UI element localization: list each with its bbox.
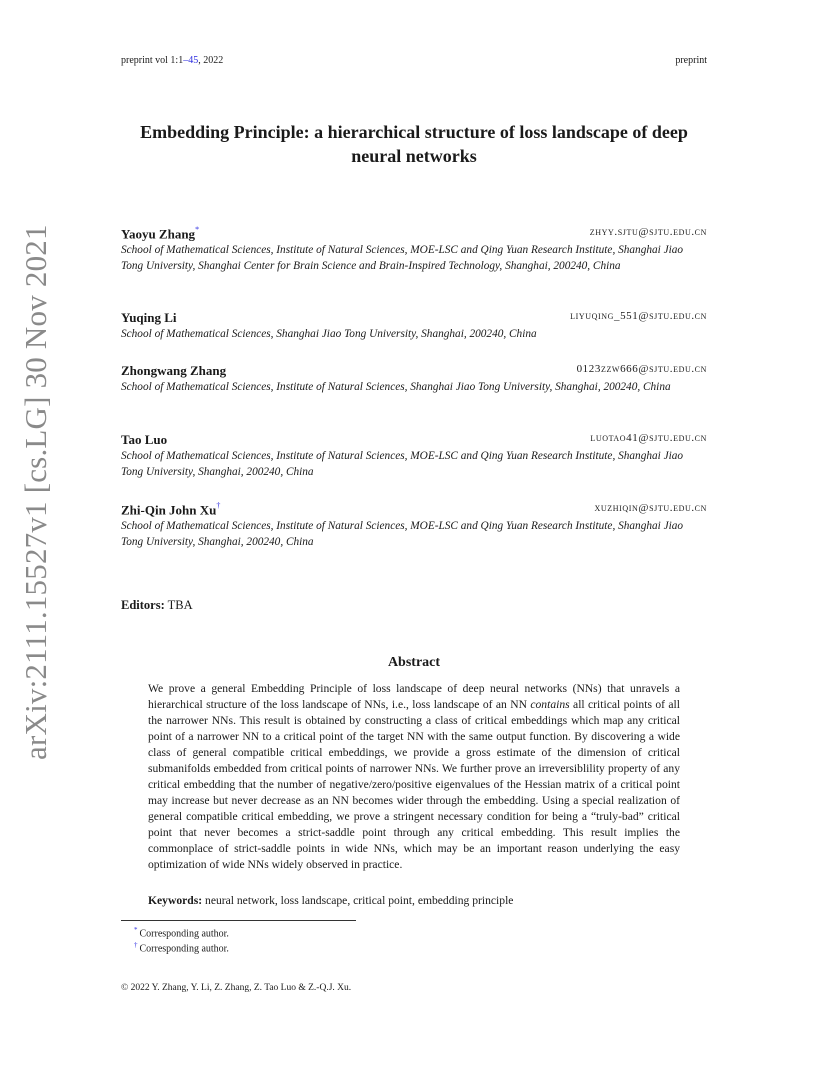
header-year: , 2022 <box>198 55 224 66</box>
author-name: Yaoyu Zhang <box>121 226 196 242</box>
paper-title: Embedding Principle: a hierarchical structure of loss landscape of deep neural networks <box>140 122 688 166</box>
abstract-text-part: We prove a general Embedding Principle of loss landscape of deep neural networks (NNs) that unravels a hierarchical structure of the loss landscape of NNs, i.e., loss landscape of an NN <box>148 682 680 711</box>
header-pages-link[interactable]: –45 <box>183 55 199 66</box>
author-footnote-mark[interactable]: † <box>216 501 221 510</box>
author-affiliation: School of Mathematical Sciences, Institute of Natural Sciences, MOE-LSC and Qing Yuan Research Institute, Shanghai Jiao Tong University, Shanghai, 200240, China <box>121 520 684 549</box>
abstract-emphasis: contains <box>530 698 570 711</box>
author-email: liyuqing_551@sjtu.edu.cn <box>570 310 707 322</box>
header-volume: preprint vol 1:1 <box>121 55 184 66</box>
author-email: xuzhiqin@sjtu.edu.cn <box>594 502 707 514</box>
keywords-label: Keywords: <box>148 894 203 907</box>
editors-line <box>121 598 193 613</box>
author-email: 0123zzw666@sjtu.edu.cn <box>576 363 707 375</box>
abstract-heading: Abstract <box>387 655 441 670</box>
footnote <box>134 926 229 939</box>
abstract-body <box>148 681 680 873</box>
running-header-right: preprint <box>675 55 707 66</box>
author-block <box>121 501 707 550</box>
author-block <box>121 225 707 274</box>
footnote <box>134 941 229 954</box>
footnote-divider <box>121 920 356 921</box>
footnote-text: Corresponding author. <box>139 928 229 940</box>
author-affiliation: School of Mathematical Sciences, Institute of Natural Sciences, MOE-LSC and Qing Yuan Research Institute, Shanghai Jiao Tong University, Shanghai, 200240, China <box>121 450 684 479</box>
author-block <box>121 309 707 342</box>
author-name: Zhi-Qin John Xu <box>121 502 217 518</box>
abstract-text-part: all critical points of all the narrower NNs. This result is obtained by constructing a class of critical embeddings which map any critical point of a narrower NN to a critical point of the target NN with the same output function. By discovering a wide class of general compatible critical embeddings, we provide a gross estimate of the dimension of critical submanifolds embedded from critical points of narrower NNs. We further prove an irreversiblility property of any critical embedding that the number of negative/zero/positive eigenvalues of the Hessian matrix of a critical point may increase but never decrease as an NN becomes wider through the embedding. Using a special realization of general compatible critical embedding, we prove a stringent necessary condition for being a “truly-bad” critical point that never becomes a strict-saddle point through any critical embedding. This result implies the commonplace of strict-saddle points in wide NNs, which may be an important reason underlying the easy optimization of wide NNs widely observed in practice. <box>148 698 680 871</box>
author-block <box>121 431 707 480</box>
author-affiliation: School of Mathematical Sciences, Institute of Natural Sciences, Shanghai Jiao Tong University, Shanghai, 200240, China <box>121 381 671 393</box>
author-affiliation: School of Mathematical Sciences, Institute of Natural Sciences, MOE-LSC and Qing Yuan Research Institute, Shanghai Jiao Tong University, Shanghai Center for Brain Science and Brain-Inspired Technology, Shanghai, 200240, China <box>121 244 684 273</box>
footnote-mark: * <box>134 926 138 934</box>
author-block <box>121 362 707 395</box>
footnote-text: Corresponding author. <box>139 943 229 955</box>
author-name: Tao Luo <box>121 432 168 447</box>
author-affiliation: School of Mathematical Sciences, Shanghai Jiao Tong University, Shanghai, 200240, China <box>121 328 537 340</box>
author-email: luotao41@sjtu.edu.cn <box>590 432 707 444</box>
running-header-left <box>121 55 223 66</box>
footnote-mark: † <box>134 941 138 949</box>
keywords-value: neural network, loss landscape, critical point, embedding principle <box>205 894 514 907</box>
copyright-notice: © 2022 Y. Zhang, Y. Li, Z. Zhang, Z. Tao Luo & Z.-Q.J. Xu. <box>121 983 352 993</box>
editors-value: TBA <box>167 598 193 612</box>
author-footnote-mark[interactable]: * <box>195 225 200 234</box>
editors-label: Editors: <box>121 598 165 612</box>
arxiv-stamp: arXiv:2111.15527v1 [cs.LG] 30 Nov 2021 <box>18 224 53 760</box>
author-name: Zhongwang Zhang <box>121 363 227 378</box>
keywords-line <box>148 894 680 907</box>
author-name: Yuqing Li <box>121 310 177 325</box>
author-email: zhyy.sjtu@sjtu.edu.cn <box>589 226 707 238</box>
